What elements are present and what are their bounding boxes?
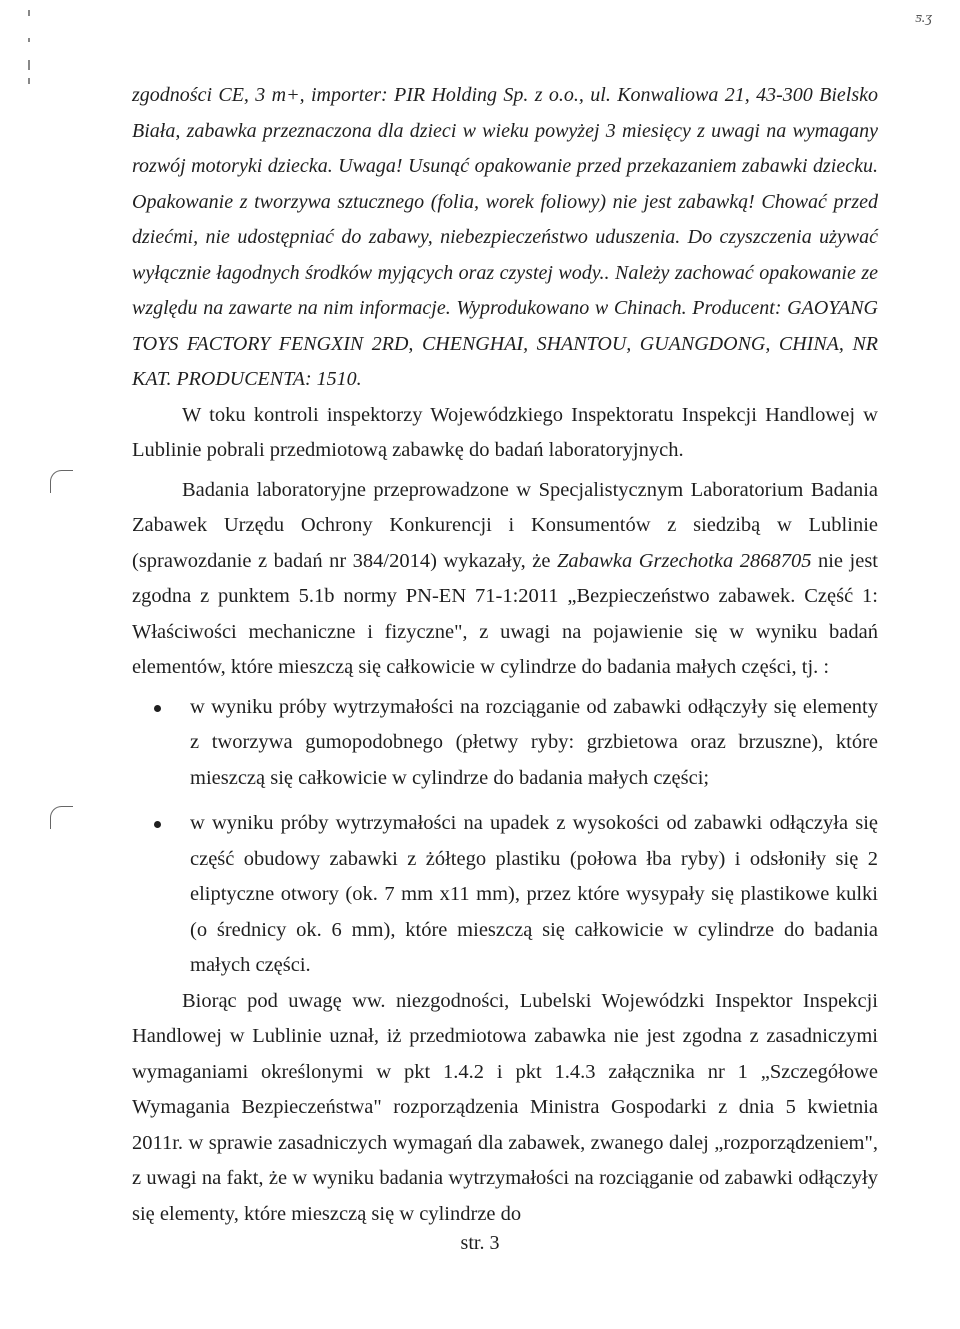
scan-edge-marks bbox=[28, 8, 36, 88]
finding-text: w wyniku próby wytrzymałości na upadek z wysokości od zabawki odłączyła się część obudowy zabawki z żółtego plastiku (połowa łba ryby) i odsłoniły się 2 eliptyczne otwory (ok. 7 mm x11 mm), przez które wysypały się plastikowe kulki (o średnicy ok. 6 mm), które mieszczą się całkowicie w cylindrze do badania małych części. bbox=[190, 812, 878, 976]
lab-results-paragraph bbox=[132, 473, 878, 686]
list-item bbox=[132, 690, 878, 797]
conclusion-paragraph: Biorąc pod uwagę ww. niezgodności, Lubelski Wojewódzki Inspektor Inspekcji Handlowej w Lublinie uznał, iż przedmiotowa zabawka nie jest zgodna z zasadniczymi wymaganiami określonymi w pkt 1.4.2 i pkt 1.4.3 załącznika nr 1 „Szczegółowe Wymagania Bezpieczeństwa" rozporządzenia Ministra Gospodarki z dnia 5 kwietnia 2011r. w sprawie zasadniczych wymagań dla zabawek, zwanego dalej „rozporządzeniem", z uwagi na fakt, że w wyniku badania wytrzymałości na rozciąganie od zabawki odłączyły się elementy, które mieszczą się w cylindrze do bbox=[132, 989, 878, 1225]
inspection-paragraph: W toku kontroli inspektorzy Wojewódzkiego Inspektoratu Inspekcji Handlowej w Lublinie pobrali przedmiotową zabawkę do badań laboratoryjnych. bbox=[132, 403, 878, 461]
product-description-paragraph: zgodności CE, 3 m+, importer: PIR Holding Sp. z o.o., ul. Konwaliowa 21, 43-300 Bielsko Biała, zabawka przeznaczona dla dzieci w wieku powyżej 3 miesięcy z uwagi na wymagany rozwój motoryki dziecka. Uwaga! Usunąć opakowanie przed przekazaniem zabawki dziecku. Opakowanie z tworzywa sztucznego (folia, worek foliowy) nie jest zabawką! Chować przed dziećmi, nie udostępniać do zabawy, niebezpieczeństwo uduszenia. Do czyszczenia używać wyłącznie łagodnych środków myjących oraz czystej wody.. Należy zachować opakowanie ze względu na zawarte na nim informacje. Wyprodukowano w Chinach. Producent: GAOYANG TOYS FACTORY FENGXIN 2RD, CHENGHAI, SHANTOU, GUANGDONG, CHINA, NR KAT. PRODUCENTA: 1510. bbox=[132, 84, 878, 390]
punch-hole-mark bbox=[50, 470, 73, 493]
page-number: str. 3 bbox=[460, 1232, 500, 1254]
lab-results-text-end: nie jest zgodna z punktem 5.1b normy PN-EN 71-1:2011 „Bezpieczeństwo zabawek. Część 1: Właściwości mechaniczne i fizyczne", z uwagi na pojawienie się w wyniku badań elementów, które mieszczą się całkowicie w cylindrze do badania małych części, tj. : bbox=[132, 549, 878, 678]
list-item bbox=[132, 806, 878, 984]
findings-list bbox=[132, 690, 878, 984]
product-name: Zabawka Grzechotka 2868705 bbox=[557, 549, 812, 572]
bullet-icon bbox=[154, 821, 161, 828]
document-body bbox=[132, 78, 878, 1232]
punch-hole-mark bbox=[50, 806, 73, 829]
lab-results-text-start: Badania laboratoryjne przeprowadzone w Specjalistycznym Laboratorium Badania Zabawek Urzędu Ochrony Konkurencji i Konsumentów z siedzibą w Lublinie (sprawozdanie z badań nr 384/2014) wykazały, że bbox=[132, 478, 878, 572]
page-corner-mark: ƽ.ʒ bbox=[915, 10, 932, 26]
bullet-icon bbox=[154, 705, 161, 712]
finding-text: w wyniku próby wytrzymałości na rozciąganie od zabawki odłączyły się elementy z tworzywa gumopodobnego (płetwy ryby: grzbietowa oraz brzuszne), które mieszczą się całkowicie w cylindrze do badania małych części; bbox=[190, 695, 878, 789]
